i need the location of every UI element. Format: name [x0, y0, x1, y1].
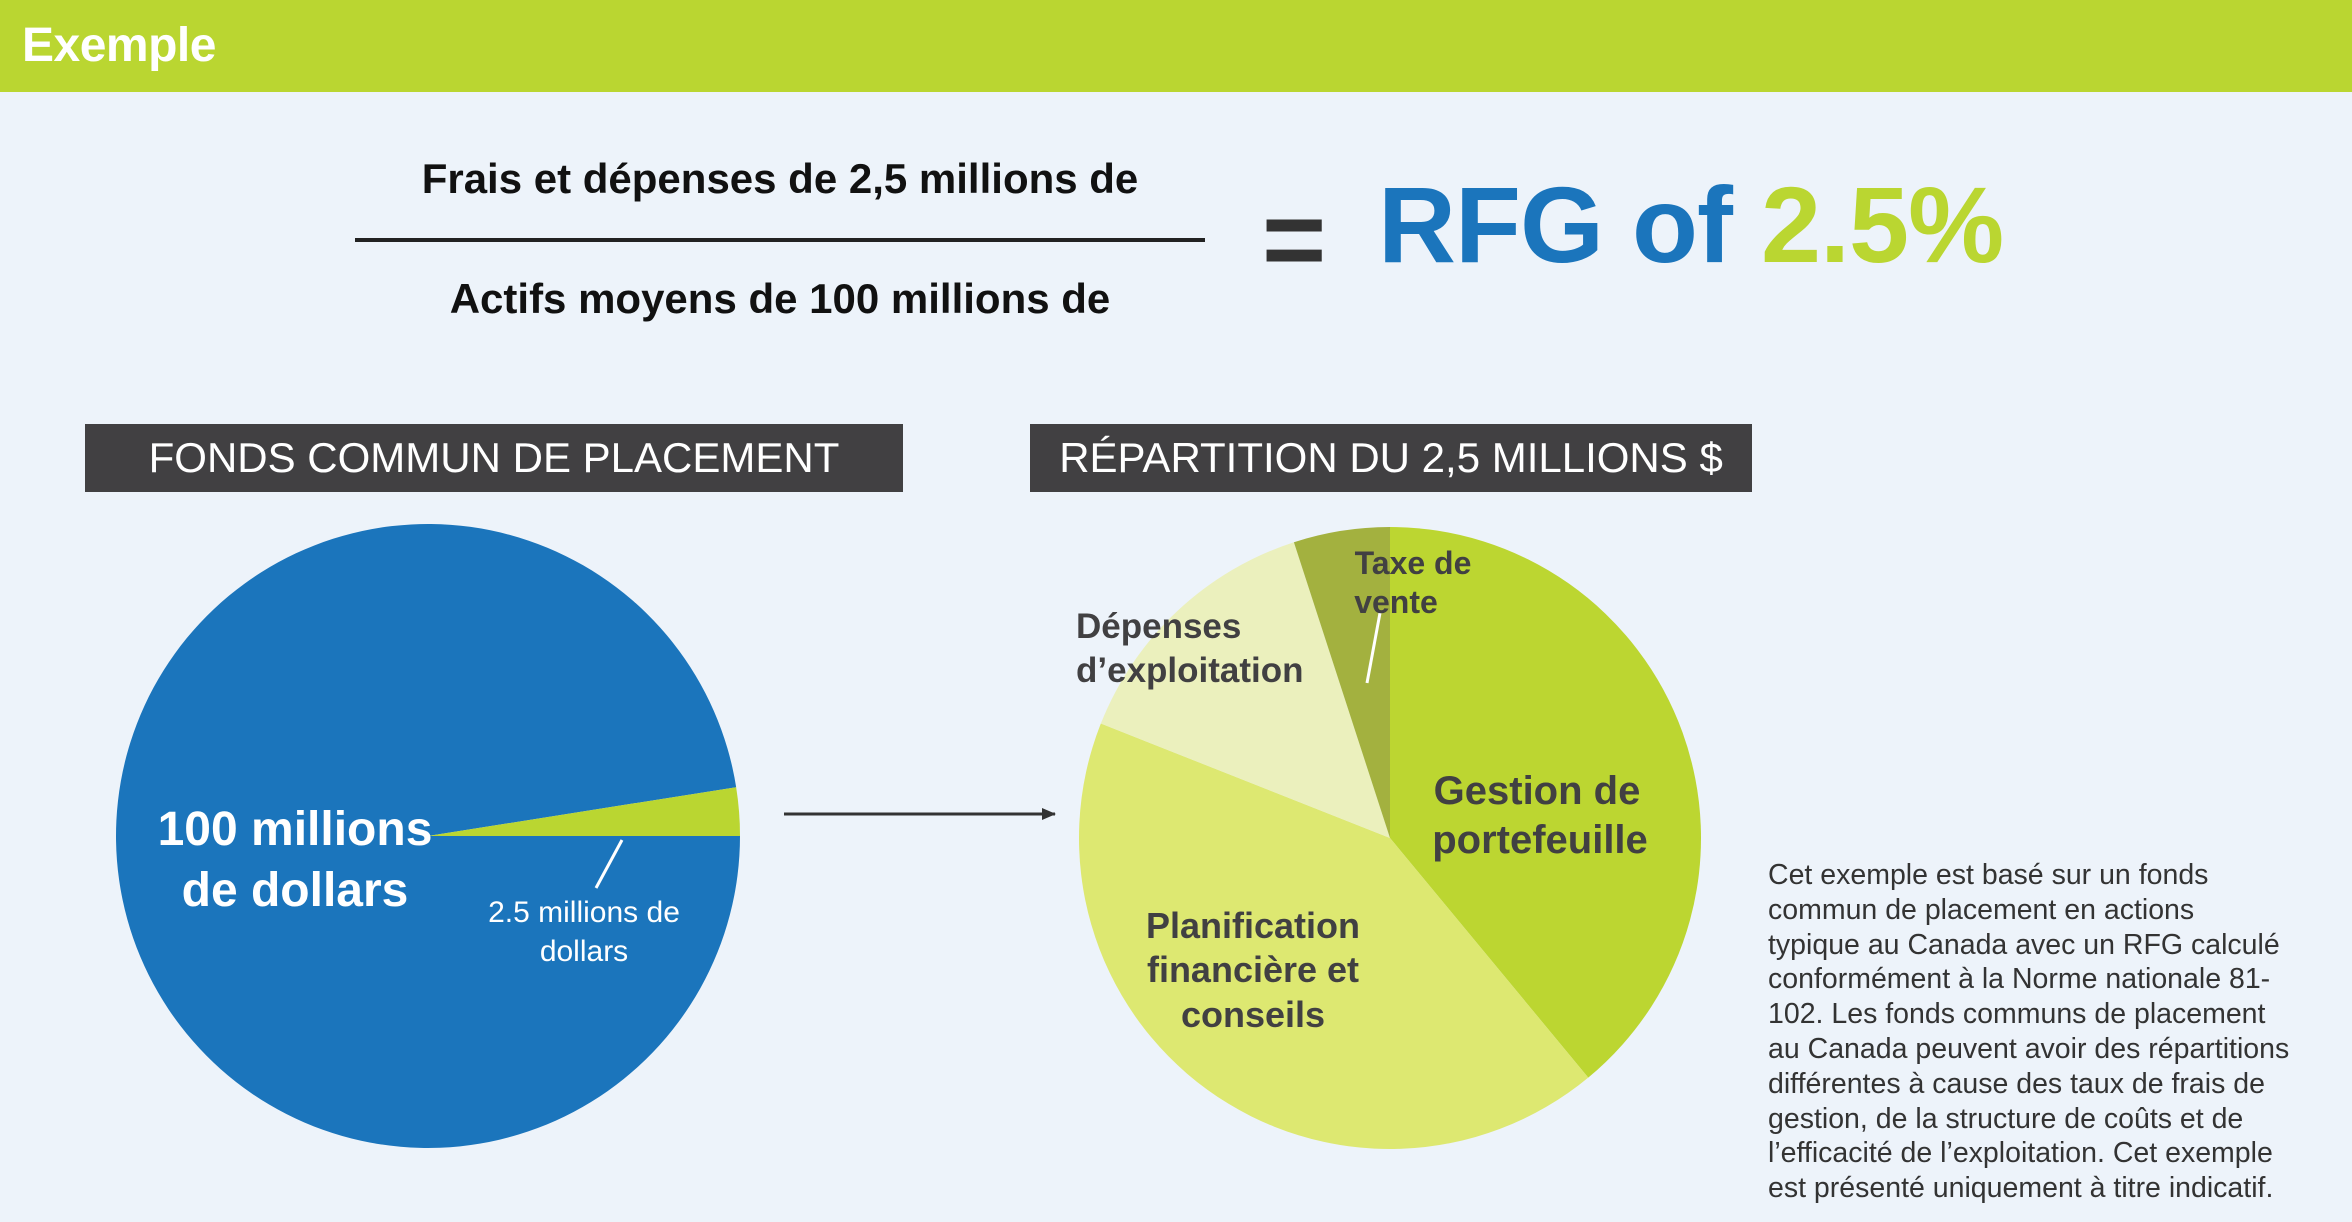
left-big-label-line2: de dollars	[181, 864, 409, 917]
rfg-result-prefix: RFG of	[1378, 164, 1732, 285]
label-depenses-line2: d’exploitation	[1076, 651, 1304, 690]
note-line: l’efficacité de l’exploitation. Cet exemple	[1768, 1137, 2273, 1170]
label-taxe-line2: vente	[1354, 584, 1438, 620]
left-big-label-line1: 100 millions	[157, 803, 433, 856]
section-title-mutual-fund: FONDS COMMUN DE PLACEMENT	[85, 424, 903, 492]
label-taxe-line1: Taxe de	[1354, 545, 1472, 581]
header-title: Exemple	[22, 19, 216, 72]
note-line: est présenté uniquement à titre indicatif.	[1768, 1172, 2274, 1205]
label-gestion-line2: portefeuille	[1432, 818, 1648, 862]
note-line: gestion, de la structure de coûts et de	[1768, 1102, 2244, 1135]
note-line: commun de placement en actions	[1768, 893, 2195, 926]
note-line: au Canada peuvent avoir des répartitions	[1768, 1032, 2290, 1065]
rfg-result-value: 2.5%	[1760, 164, 2004, 285]
left-small-label-line1: 2.5 millions de	[488, 896, 680, 929]
note-line: différentes à cause des taux de frais de	[1768, 1067, 2265, 1100]
section-title-breakdown: RÉPARTITION DU 2,5 MILLIONS $	[1030, 424, 1752, 492]
note-line: conformément à la Norme nationale 81-	[1768, 963, 2271, 996]
label-gestion-line1: Gestion de	[1433, 769, 1641, 813]
label-depenses-line1: Dépenses	[1076, 607, 1242, 646]
equals-sign: =	[1262, 178, 1327, 301]
note-line: Cet exemple est basé sur un fonds	[1768, 859, 2209, 891]
label-planif-line2: financière et	[1146, 949, 1360, 990]
label-planif-line3: conseils	[1180, 994, 1326, 1035]
formula-denominator: Actifs moyens de 100 millions de	[449, 275, 1111, 322]
note-line: 102. Les fonds communs de placement	[1768, 998, 2266, 1031]
explanatory-note	[1768, 858, 2323, 1206]
note-line: typique au Canada avec un RFG calculé	[1768, 928, 2280, 961]
label-planif-line1: Planification	[1145, 905, 1361, 946]
left-small-label-line2: dollars	[539, 935, 629, 968]
formula-numerator: Frais et dépenses de 2,5 millions de	[421, 155, 1139, 202]
